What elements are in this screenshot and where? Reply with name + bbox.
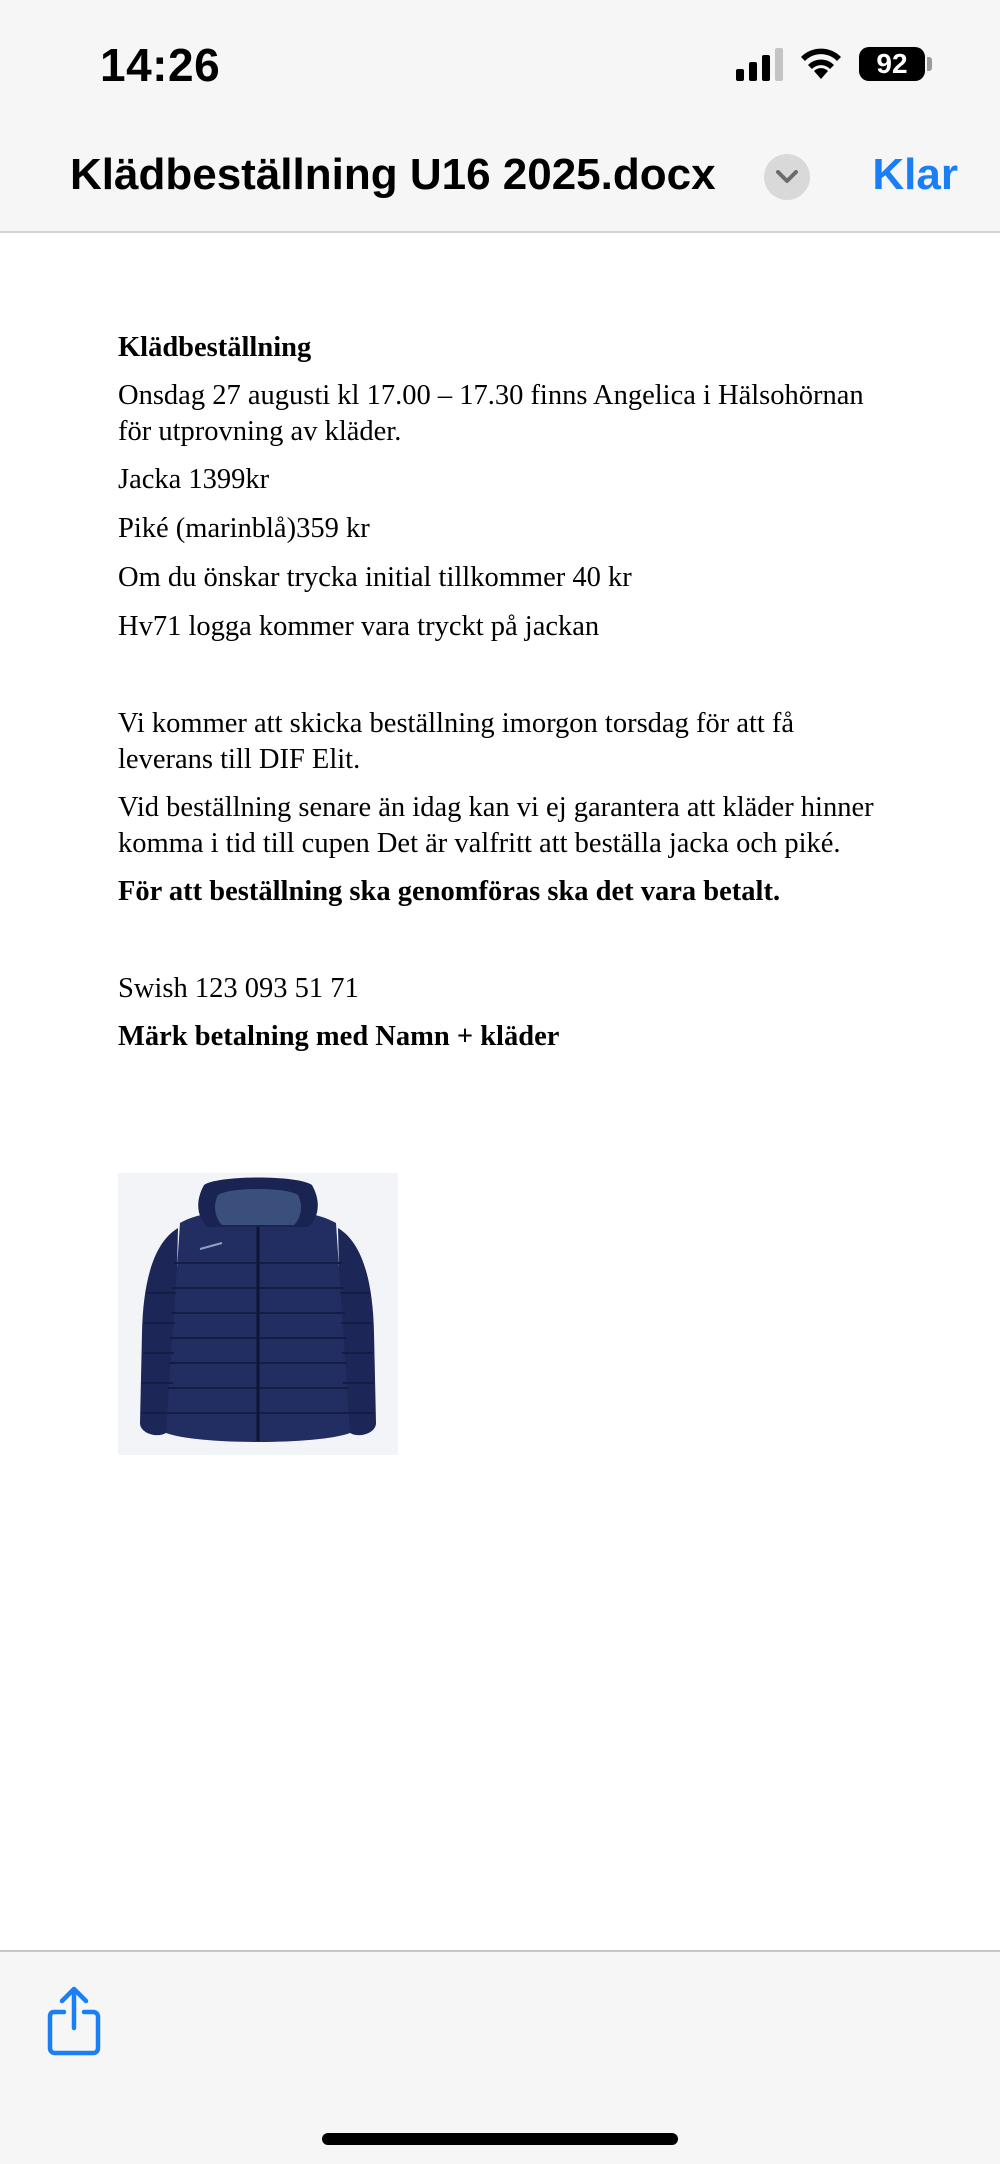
- signal-icon: [736, 47, 783, 81]
- share-icon[interactable]: [46, 1986, 102, 2056]
- wifi-icon: [799, 47, 843, 81]
- paragraph-payment-note: Märk betalning med Namn + kläder: [118, 1021, 560, 1052]
- document-heading: Klädbeställning: [118, 332, 312, 363]
- status-time: 14:26: [100, 39, 221, 91]
- battery-level: 92: [859, 47, 925, 81]
- top-bar: [0, 0, 1000, 233]
- document-content: [118, 330, 878, 1055]
- paragraph-logo-print: Hv71 logga kommer vara tryckt på jackan: [118, 611, 600, 642]
- chevron-down-icon[interactable]: [764, 154, 810, 200]
- document-title[interactable]: Klädbeställning U16 2025.docx: [70, 150, 716, 199]
- paragraph-order-shipping: Vi kommer att skicka beställning imorgon torsdag för att få leverans till DIF Elit.: [118, 708, 795, 775]
- bottom-toolbar: [0, 1950, 1000, 2164]
- battery-icon: [859, 47, 932, 81]
- paragraph-swish-number: Swish 123 093 51 71: [118, 973, 359, 1004]
- paragraph-payment-required: För att beställning ska genomföras ska det vara betalt.: [118, 876, 781, 907]
- paragraph-initial-print: Om du önskar trycka initial tillkommer 40 kr: [118, 562, 632, 593]
- navy-jacket-image: [118, 1173, 398, 1455]
- home-indicator[interactable]: [322, 2133, 678, 2145]
- status-icons: [736, 44, 932, 84]
- paragraph-fitting-info: Onsdag 27 augusti kl 17.00 – 17.30 finns Angelica i Hälsohörnan för utprovning av kläder.: [118, 380, 864, 447]
- done-button[interactable]: Klar: [872, 150, 958, 199]
- paragraph-late-order: Vid beställning senare än idag kan vi ej garantera att kläder hinner komma i tid till cupen Det är valfritt att beställa jacka och piké.: [118, 792, 874, 859]
- paragraph-jacket-price: Jacka 1399kr: [118, 464, 270, 495]
- paragraph-pike-price: Piké (marinblå)359 kr: [118, 513, 370, 544]
